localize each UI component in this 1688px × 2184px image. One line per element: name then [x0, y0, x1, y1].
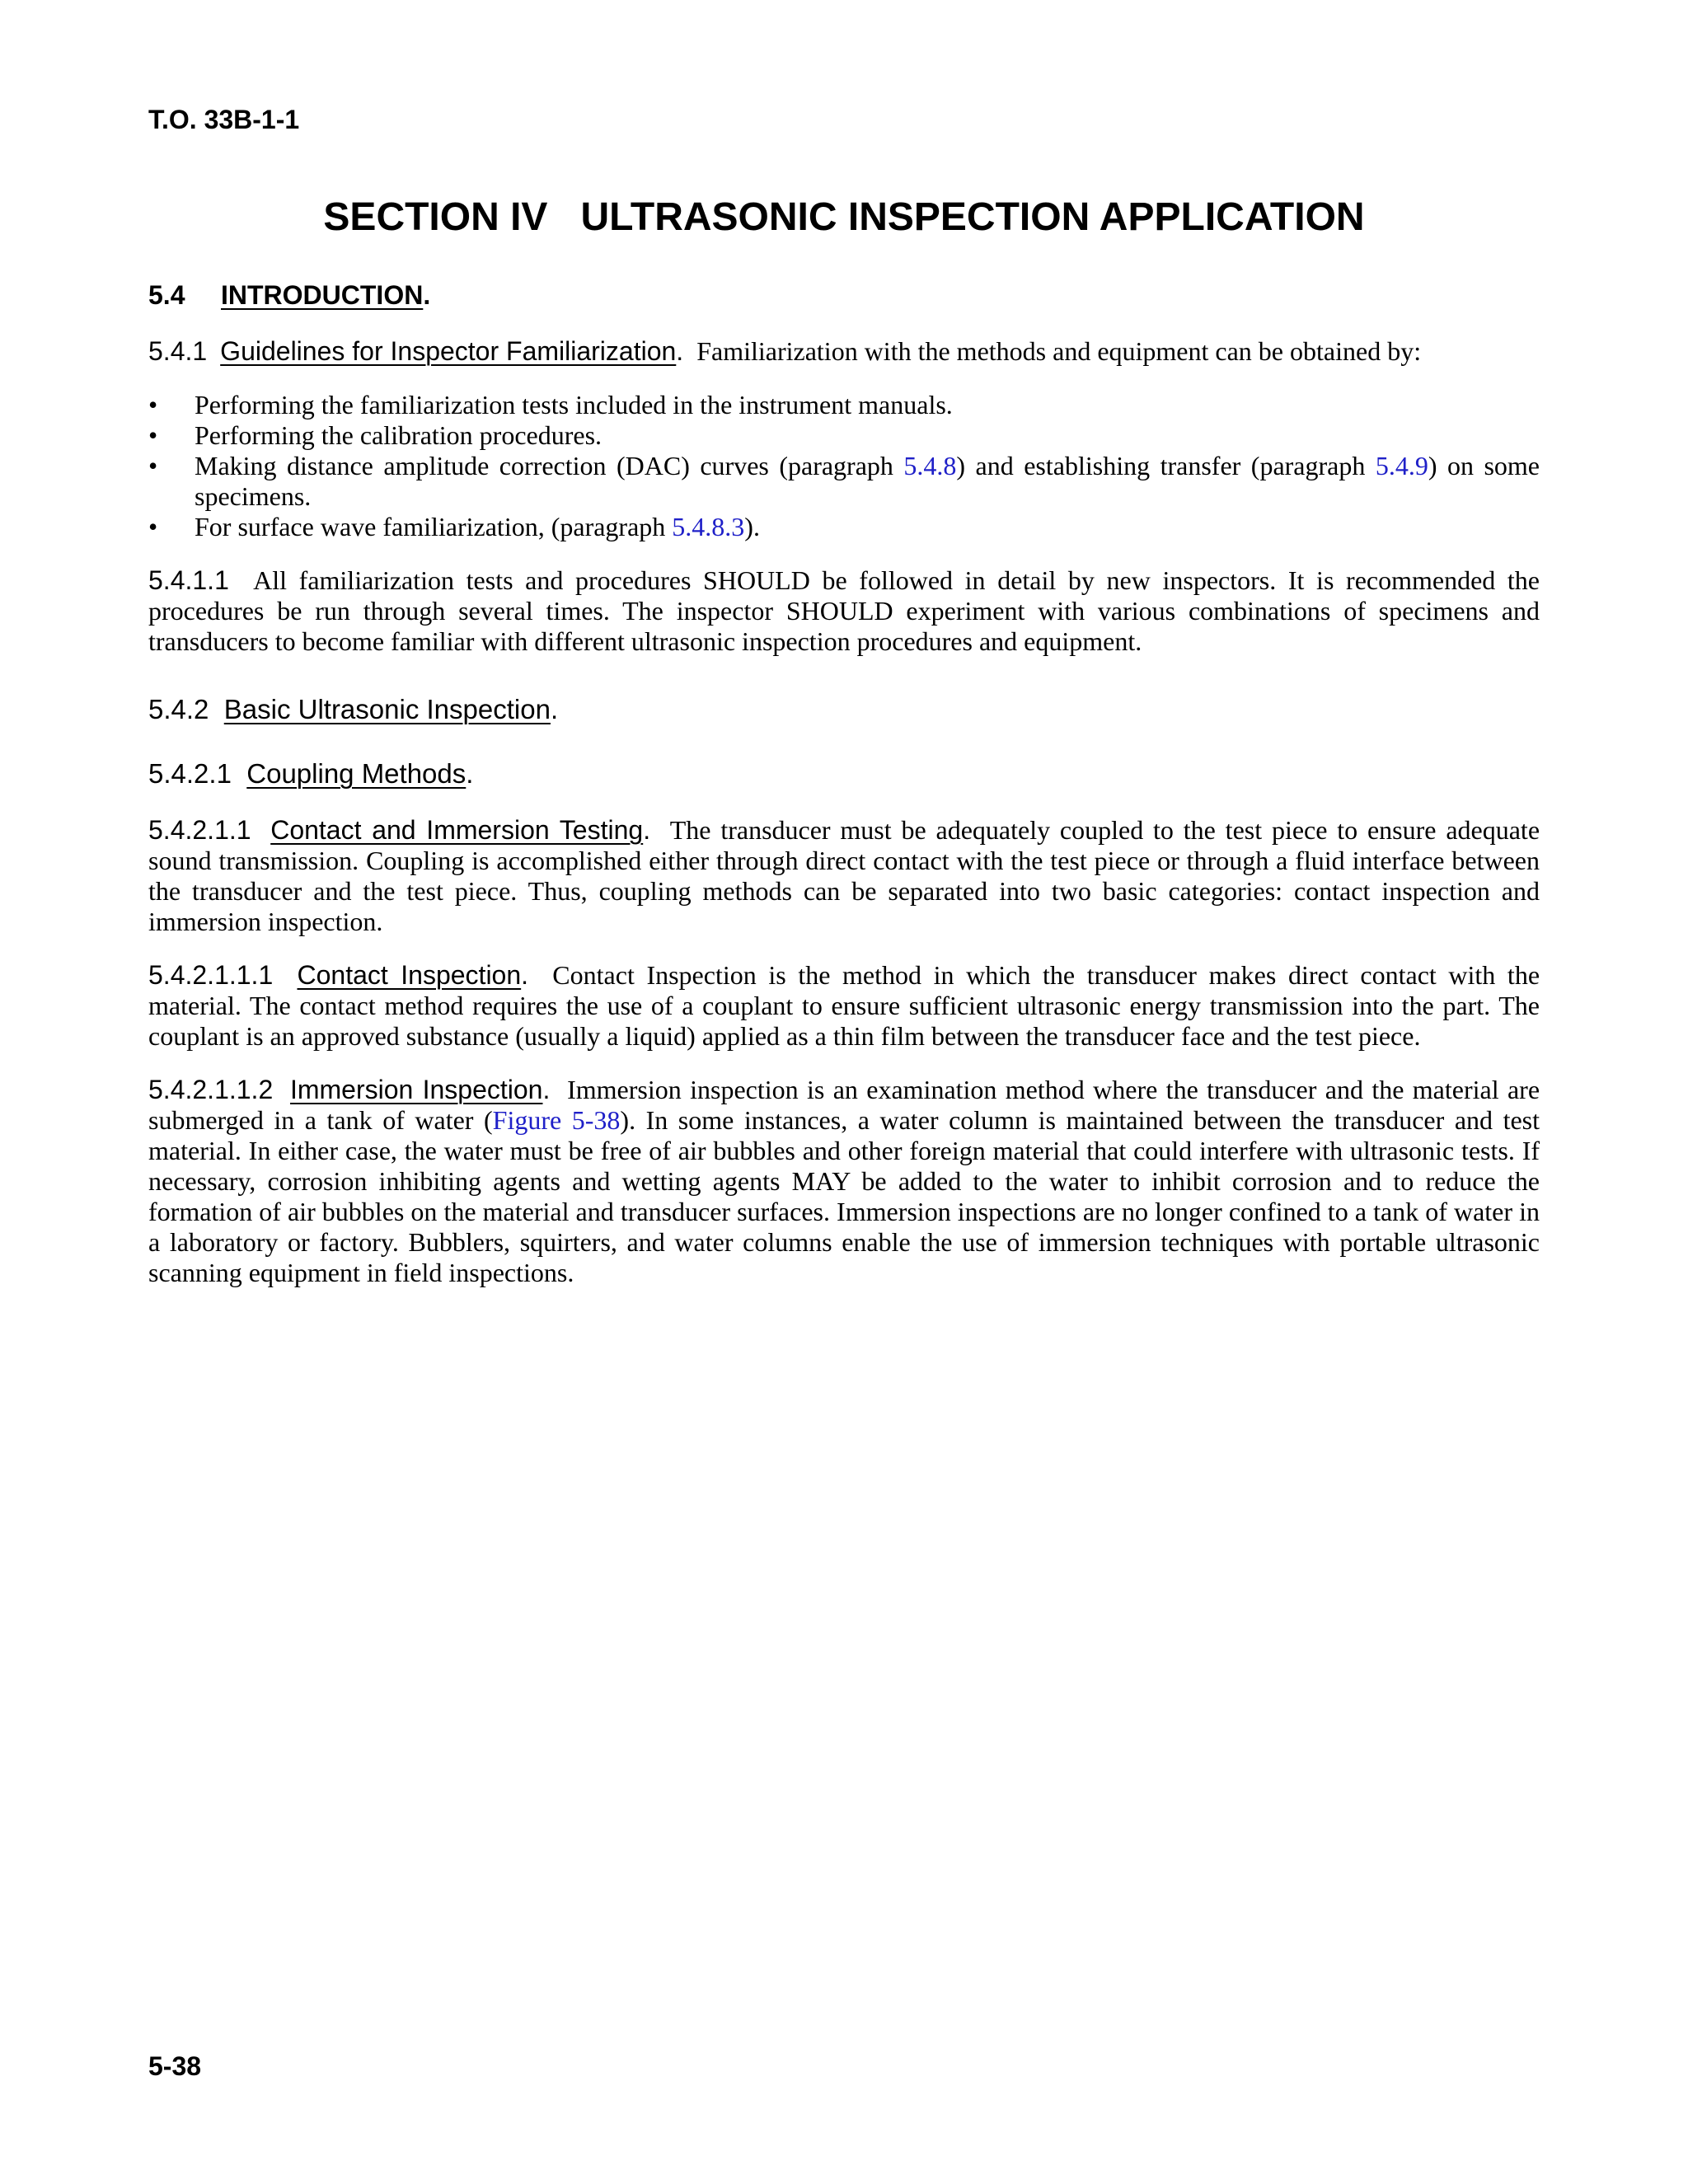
paragraph-text: Contact Inspection is the method in which the transducer makes direct contact with the material. The contact method requires the use of a couplant to ensure sufficient ultrasonic energy transmission into the part. The couplant is an approved substance (usually a liquid) applied as a thin film between the transducer face and the test piece.: [148, 960, 1540, 1051]
heading-number: 5.4.2: [148, 694, 209, 724]
heading-title: Basic Ultrasonic Inspection: [223, 694, 551, 724]
paragraph-text: Immersion inspection is an examination method where the transducer and the material are submerged in a tank of water (: [148, 1075, 1540, 1135]
paragraph-5-4-2-1-1: 5.4.2.1.1 Contact and Immersion Testing. The transducer must be adequately coupled to the test piece to ensure adequate sound transmission. Coupling is accomplished either through direct contact with the test piece or through a fluid interface between the transducer and the test piece. Thus, coupling methods can be separated into two basic categories: contact inspection and immersion inspection.: [148, 815, 1540, 936]
list-item: • Performing the calibration procedures.: [148, 420, 603, 450]
paragraph-text: Familiarization with the methods and equipment can be obtained by:: [696, 336, 1422, 366]
paragraph-number: 5.4.2.1.1.2: [148, 1075, 274, 1104]
heading-number: 5.4: [148, 280, 185, 310]
list-item: • Making distance amplitude correction (DAC) curves (paragraph 5.4.8) and establishing transfer (paragraph 5.4.9) on some specimens.: [148, 451, 1540, 511]
figure-link-5-38[interactable]: Figure 5-38: [492, 1105, 621, 1135]
page-number: 5-38: [148, 2051, 202, 2081]
paragraph-title: Immersion Inspection: [289, 1075, 543, 1104]
paragraph-number: 5.4.2.1.1: [148, 815, 251, 845]
document-body: [148, 279, 1540, 1311]
list-item: • For surface wave familiarization, (paragraph 5.4.8.3).: [148, 512, 760, 541]
paragraph-title: Guidelines for Inspector Familiarization: [220, 336, 677, 366]
paragraph-link-5-4-9[interactable]: 5.4.9: [1375, 451, 1428, 480]
paragraph-number: 5.4.2.1.1.1: [148, 960, 274, 990]
paragraph-link-5-4-8-3[interactable]: 5.4.8.3: [672, 512, 745, 541]
paragraph-text: The transducer must be adequately coupled to the test piece to ensure adequate sound transmission. Coupling is accomplished either through direct contact with the test piece or through a fluid interface between the transducer and the test piece. Thus, coupling methods can be separated into two basic categories: contact inspection and immersion inspection.: [148, 815, 1540, 936]
heading-title: INTRODUCTION: [221, 280, 424, 310]
heading-number: 5.4.2.1: [148, 758, 232, 789]
paragraph-5-4-2-1-1-2: 5.4.2.1.1.2 Immersion Inspection. Immersion inspection is an examination method where the transducer and the material are submerged in a tank of water (Figure 5-38). In some instances, a water column is maintained between the transducer and test material. In either case, the water must be free of air bubbles and other foreign material that could interfere with ultrasonic tests. If necessary, corrosion inhibiting agents and wetting agents MAY be added to the water to inhibit corrosion and to reduce the formation of air bubbles on the material and transducer surfaces. Immersion inspections are no longer confined to a tank of water in a laboratory or factory. Bubblers, squirters, and water columns enable the use of immersion techniques with portable ultrasonic scanning equipment in field inspections.: [148, 1075, 1540, 1287]
document-number: T.O. 33B-1-1: [148, 105, 300, 134]
heading-5-4-2-1: 5.4.2.1 Coupling Methods.: [148, 758, 474, 789]
paragraph-5-4-1-1: [148, 565, 1540, 657]
bullet-icon: •: [148, 451, 158, 480]
paragraph-number: 5.4.1: [148, 336, 208, 366]
paragraph-link-5-4-8[interactable]: 5.4.8: [903, 451, 957, 480]
heading-introduction: [148, 279, 1540, 312]
bullet-icon: •: [148, 420, 158, 450]
section-title: SECTION IV ULTRASONIC INSPECTION APPLICATION: [323, 195, 1365, 239]
paragraph-5-4-1: 5.4.1 Guidelines for Inspector Familiarization. Familiarization with the methods and equipment can be obtained by:: [148, 336, 1422, 366]
paragraph-5-4-2-1-1-1: 5.4.2.1.1.1 Contact Inspection. Contact Inspection is the method in which the transducer makes direct contact with the material. The contact method requires the use of a couplant to ensure sufficient ultrasonic energy transmission into the part. The couplant is an approved substance (usually a liquid) applied as a thin film between the transducer face and the test piece.: [148, 960, 1540, 1051]
heading-title: Coupling Methods: [246, 758, 467, 789]
bullet-icon: •: [148, 390, 158, 419]
paragraph-title: Contact Inspection: [297, 960, 522, 990]
paragraph-title: Contact and Immersion Testing: [270, 815, 644, 845]
list-item: • Performing the familiarization tests included in the instrument manuals.: [148, 390, 953, 419]
heading-5-4-2: 5.4.2 Basic Ultrasonic Inspection.: [148, 694, 559, 724]
bullet-icon: •: [148, 512, 158, 541]
paragraph-number: 5.4.1.1: [148, 565, 229, 595]
heading-period: .: [423, 280, 431, 310]
familiarization-list: [148, 390, 1540, 542]
paragraph-text: All familiarization tests and procedures SHOULD be followed in detail by new inspectors. It is recommended the procedures be run through several times. The inspector SHOULD experiment with various combinations of specimens and transducers to become familiar with different ultrasonic inspection procedures and equipment.: [148, 565, 1540, 656]
